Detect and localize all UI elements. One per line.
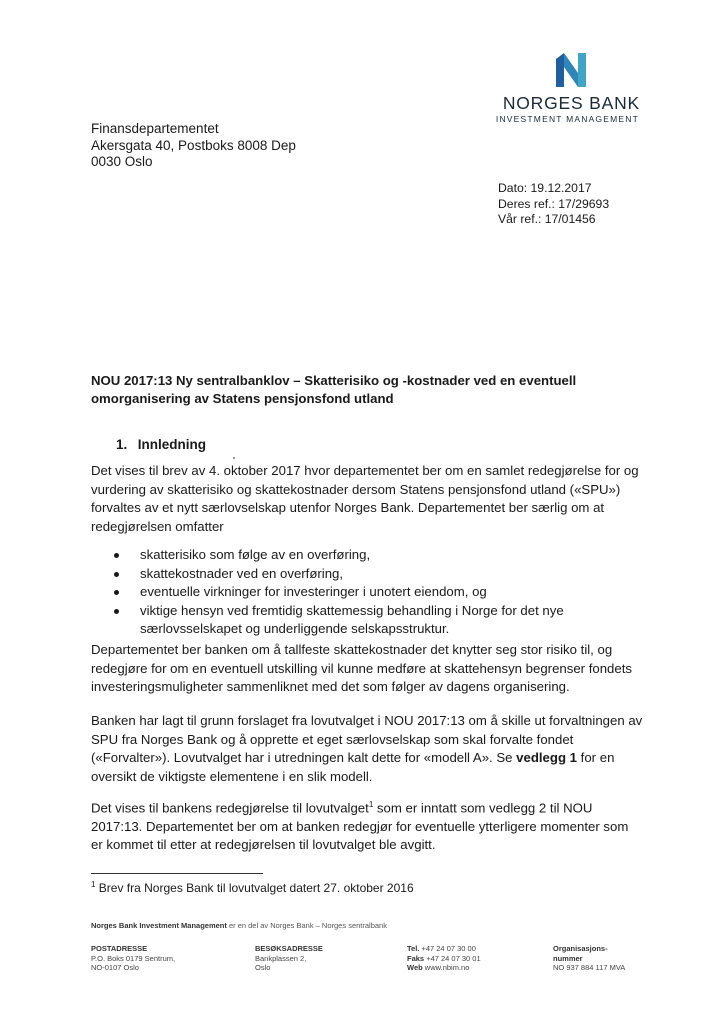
section-title: Innledning bbox=[137, 437, 207, 452]
addressee-block bbox=[91, 121, 296, 171]
footer-value: Oslo bbox=[255, 963, 271, 972]
date-line: Dato: 19.12.2017 bbox=[498, 181, 592, 195]
footer-label: BESØKSADRESSE bbox=[255, 944, 323, 953]
list-item bbox=[91, 565, 643, 584]
footer-contact bbox=[407, 944, 481, 973]
footnote-divider bbox=[91, 873, 263, 874]
footnote bbox=[91, 880, 414, 895]
paragraph-intro: Det vises til brev av 4. oktober 2017 hvor departementet ber om en samlet redegjørelse for og vurdering av skatterisiko og skattekostnader dersom Statens pensjonsfond utland («SPU») forvaltes av et nytt særlovselskap utenfor Norges Bank. Departementet ber særlig om at redegjørelsen omfatter bbox=[91, 463, 639, 534]
list-item bbox=[91, 546, 643, 565]
footer-org-number bbox=[553, 944, 625, 973]
scan-speck bbox=[233, 457, 235, 459]
list-item-text: skattekostnader ved en overføring, bbox=[140, 565, 344, 581]
paragraph-text: Banken har lagt til grunn forslaget fra lovutvalget i NOU 2017:13 om å skille ut forvaltningen av SPU fra Norges Bank og å opprette et eget særlovselskap som skal forvalte fondet («Forvalter»). Lovutvalget har i utredningen kalt dette for «modell A». Se bbox=[91, 713, 643, 765]
paragraph-quantify: Departementet ber banken om å tallfeste skattekostnader det knytter seg stor risiko til, og redegjøre for om en eventuell utskilling vil kunne medføre at skattehensyn begrenser fondets investeringsmuligheter sammenliknet med det som følger av dagens organisering. bbox=[91, 642, 632, 694]
website: www.nbim.no bbox=[422, 963, 470, 972]
bullet-icon bbox=[114, 609, 119, 614]
their-ref: Deres ref.: 17/29693 bbox=[498, 196, 610, 211]
list-item-text: eventuelle virkninger for investeringer i unotert eiendom, og bbox=[140, 584, 487, 599]
norges-bank-logo-icon bbox=[556, 53, 586, 87]
footer-label: POSTADRESSE bbox=[91, 944, 148, 953]
letter-title: NOU 2017:13 Ny sentralbanklov – Skatterisiko og -kostnader ved en eventuell omorganisering av Statens pensjonsfond utland bbox=[91, 373, 577, 406]
bullet-list bbox=[91, 546, 643, 639]
bullet-icon bbox=[114, 553, 119, 558]
organization-name: Norges Bank Investment Management bbox=[91, 921, 227, 930]
footnote-number: 1 bbox=[91, 880, 96, 889]
fax-number: +47 24 07 30 01 bbox=[424, 953, 481, 963]
logo-subtitle: INVESTMENT MANAGEMENT bbox=[495, 114, 639, 124]
addressee-line: Akersgata 40, Postboks 8008 Dep bbox=[91, 137, 296, 153]
footer-label: nummer bbox=[553, 953, 583, 963]
bullet-icon bbox=[114, 590, 119, 595]
paragraph-text: Det vises til bankens redegjørelse til lovutvalget bbox=[91, 800, 369, 816]
footnote-marker: 1 bbox=[368, 800, 374, 809]
section-number: 1. bbox=[116, 437, 128, 452]
footer-label: Organisasjons- bbox=[553, 944, 608, 953]
section-heading bbox=[116, 437, 206, 452]
list-item-text: skatterisiko som følge av en overføring, bbox=[140, 547, 371, 562]
paragraph-reference bbox=[91, 796, 643, 855]
attachment-ref: vedlegg 1 bbox=[516, 750, 578, 765]
organization-line bbox=[91, 921, 387, 930]
addressee-line: Finansdepartementet bbox=[91, 121, 219, 136]
paragraph-text: for en oversikt de viktigste elementene i en slik modell. bbox=[91, 750, 615, 784]
footer-value: Bankplassen 2, bbox=[255, 953, 307, 963]
paragraph-text: som er inntatt som vedlegg 2 til NOU 2017:13. Departementet ber om at banken redegjør for eventuelle ytterligere momenter som er kommet til etter at redegjørelsen til lovutvalget ble avgitt. bbox=[91, 800, 629, 853]
phone-number: +47 24 07 30 00 bbox=[419, 944, 476, 953]
organization-desc: er en del av Norges Bank – Norges sentralbank bbox=[226, 921, 387, 930]
list-item bbox=[91, 583, 643, 602]
list-item bbox=[91, 602, 643, 639]
footer-postal bbox=[91, 944, 175, 973]
footer-value: P.O. Boks 0179 Sentrum, bbox=[91, 953, 176, 963]
our-ref: Vår ref.: 17/01456 bbox=[498, 212, 596, 226]
paragraph-model bbox=[91, 712, 643, 786]
footer-label: Web bbox=[407, 963, 423, 972]
footer-visit bbox=[255, 944, 323, 973]
footer-value: NO-0107 Oslo bbox=[91, 963, 139, 972]
list-item-text: viktige hensyn ved fremtidig skattemessig behandling i Norge for det nye særlovsselskapet og underliggende selskapsstruktur. bbox=[140, 602, 564, 636]
org-number: NO 937 884 117 MVA bbox=[553, 963, 626, 972]
footer-label: Faks bbox=[407, 953, 425, 963]
footnote-text: Brev fra Norges Bank til lovutvalget datert 27. oktober 2016 bbox=[95, 881, 414, 895]
logo-name: NORGES BANK bbox=[502, 93, 640, 113]
bullet-icon bbox=[114, 572, 119, 577]
reference-block bbox=[498, 181, 609, 228]
footer-label: Tel. bbox=[407, 944, 420, 953]
addressee-line: 0030 Oslo bbox=[91, 154, 153, 169]
